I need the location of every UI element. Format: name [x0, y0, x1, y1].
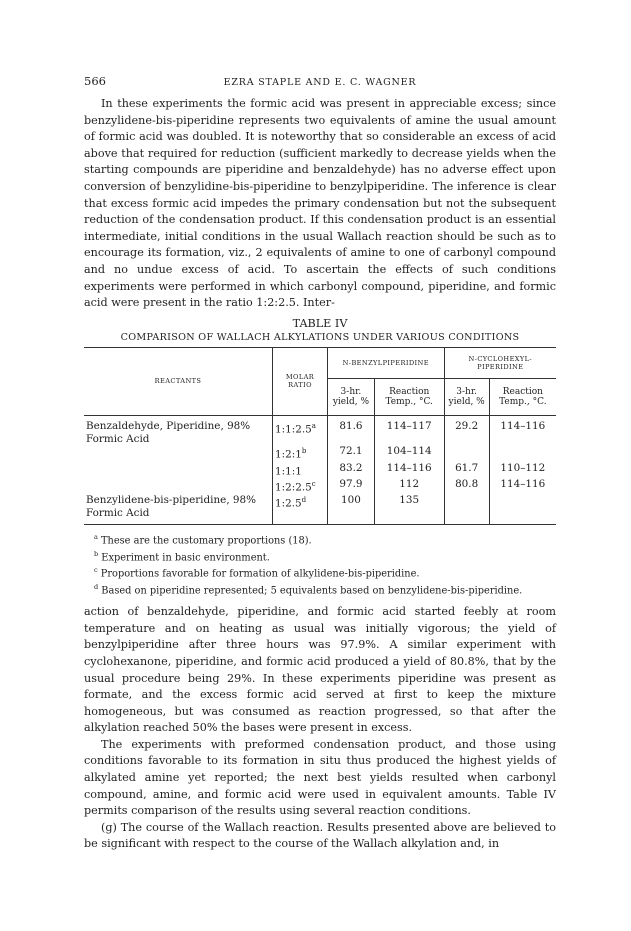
comparison-table — [84, 347, 556, 525]
running-head: EZRA STAPLE AND E. C. WAGNER — [223, 77, 417, 88]
cell-ratio: 1:2.5$^d$ — [273, 494, 328, 524]
table-caption: TABLE IV — [292, 316, 348, 330]
cell-ratio: 1:2:1$^b$ — [273, 445, 328, 461]
cell-reactants: Benzylidene-bis-piperidine, 98% Formic Acid — [86, 494, 257, 519]
cell-yield: 83.2 — [328, 462, 375, 478]
cell-yield: 100 — [328, 494, 375, 524]
cell-yield: 29.2 — [444, 415, 489, 445]
footnote: $^d$ Based on piperidine represented; 5 equivalents based on benzylidene-bis-piperidine. — [94, 583, 523, 597]
cell-reactants — [84, 462, 273, 478]
col-yield-1: 3-hr. yield, % — [328, 378, 375, 415]
paragraph-2: action of benzaldehyde, piperidine, and formic acid started feebly at room temperature and on heating as usual was initially vigorous; the yield of benzylpiperidine after three hours was 97.9%. A similar experiment with cyclohexanone, piperidine, and formic acid produced a yield of 80.8%, that by the usual procedure being 29%. In these experiments piperidine was present as formate, and the excess formic acid served at first to keep the mixture homogeneous, but was consumed as reaction progressed, so that after the alkylation reached 50% the bases were present in excess. — [84, 605, 556, 735]
cell-temp — [489, 445, 556, 461]
table-row — [84, 478, 556, 494]
cell-temp: 114–117 — [374, 415, 444, 445]
cell-ratio: 1:1:2.5$^a$ — [273, 415, 328, 445]
page-number: 566 — [84, 74, 106, 88]
col-reactants: REACTANTS — [154, 377, 202, 386]
cell-temp: 112 — [374, 478, 444, 494]
paragraph-4: (g) The course of the Wallach reaction. Results presented above are believed to be significant with respect to the course of the Wallach alkylation and, in — [84, 820, 556, 851]
col-temp-1: Reaction Temp., °C. — [374, 378, 444, 415]
cell-ratio: 1:1:1 — [273, 462, 328, 478]
cell-temp — [489, 494, 556, 524]
col-molar-ratio: MOLAR RATIO — [273, 347, 328, 415]
cell-temp: 104–114 — [374, 445, 444, 461]
page-header — [84, 74, 556, 96]
cell-reactants: Benzaldehyde, Piperidine, 98% Formic Acid — [86, 419, 251, 445]
footnote: $^a$ These are the customary proportions (18). — [94, 532, 312, 546]
cell-yield: 97.9 — [328, 478, 375, 494]
cell-yield: 72.1 — [328, 445, 375, 461]
table-row — [84, 445, 556, 461]
col-yield-2: 3-hr. yield, % — [444, 378, 489, 415]
cell-temp: 135 — [374, 494, 444, 524]
table-row — [84, 494, 556, 524]
cell-temp: 114–116 — [489, 478, 556, 494]
cell-yield — [444, 494, 489, 524]
footnote: $^b$ Experiment in basic environment. — [94, 549, 270, 563]
cell-yield: 61.7 — [444, 462, 489, 478]
page-body — [84, 74, 556, 853]
col-temp-2: Reaction Temp., °C. — [489, 378, 556, 415]
paragraph-3: The experiments with preformed condensation product, and those using conditions favorable to its formation in situ thus produced the highest yields of alkylated amine yet reported; the next best yields resulted when carbonyl compound, amine, and formic acid were used in equivalent amounts. Table IV permits comparison of the results using several reaction conditions. — [84, 737, 556, 818]
footnote: $^c$ Proportions favorable for formation of alkylidene-bis-piperidine. — [94, 566, 420, 580]
col-group-cyclohexylpiperidine: N-CYCLOHEXYL-PIPERIDINE — [444, 347, 556, 378]
table-row — [84, 415, 556, 445]
cell-ratio: 1:2:2.5$^c$ — [273, 478, 328, 494]
cell-reactants — [84, 478, 273, 494]
cell-yield: 81.6 — [328, 415, 375, 445]
cell-yield — [444, 445, 489, 461]
cell-temp: 114–116 — [374, 462, 444, 478]
table-subtitle: COMPARISON OF WALLACH ALKYLATIONS UNDER VARIOUS CONDITIONS — [120, 331, 520, 343]
table-row — [84, 462, 556, 478]
cell-yield: 80.8 — [444, 478, 489, 494]
cell-temp: 114–116 — [489, 415, 556, 445]
table-footnotes — [84, 531, 556, 598]
cell-temp: 110–112 — [489, 462, 556, 478]
paragraph-1: In these experiments the formic acid was present in appreciable excess; since benzylidene-bis-piperidine represents two equivalents of amine the usual amount of formic acid was doubled. It is noteworthy that so considerable an excess of acid above that required for reduction (sufficient markedly to decrease yields when the starting compounds are piperidine and benzaldehyde) has no adverse effect upon conversion of benzylidine-bis-piperidine to benzylpiperidine. The inference is clear that excess formic acid impedes the primary condensation but not the subsequent reduction of the condensation product. If this condensation product is an essential intermediate, initial conditions in the usual Wallach reaction should be such as to encourage its formation, viz., 2 equivalents of amine to one of carbonyl compound and no undue excess of acid. To ascertain the effects of such conditions experiments were performed in which carbonyl compound, piperidine, and formic acid were present in the ratio 1:2:2.5. Inter- — [84, 97, 556, 310]
cell-reactants — [84, 445, 273, 461]
col-group-benzylpiperidine: N-BENZYLPIPERIDINE — [328, 347, 445, 378]
